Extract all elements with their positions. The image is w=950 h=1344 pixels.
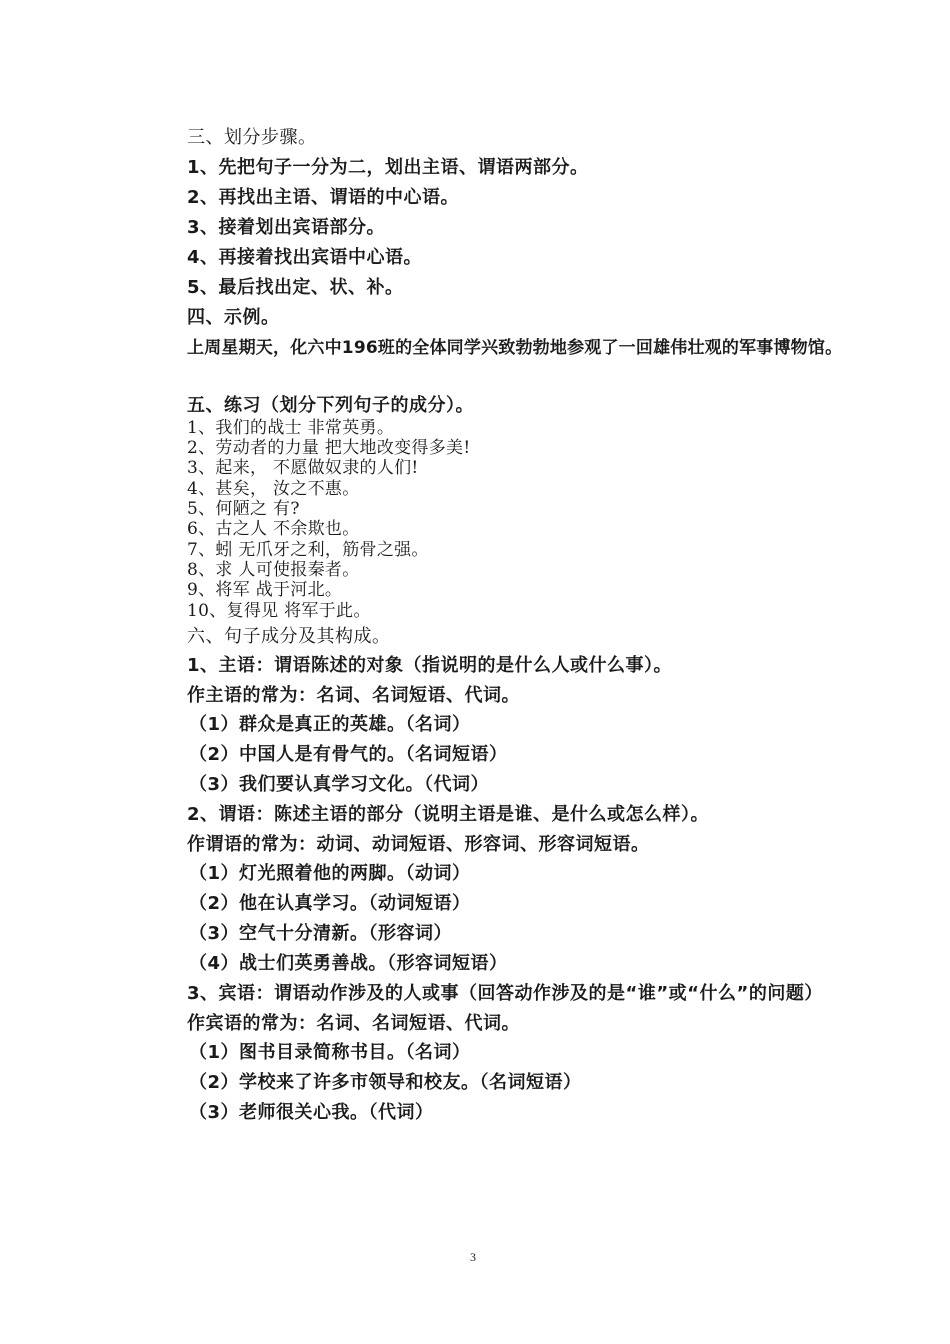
page-number: 3 [470, 1250, 476, 1264]
exercise-item: 5、何陋之 有? [187, 499, 300, 519]
subject-example: （1）群众是真正的英雄。（名词） [189, 714, 471, 735]
section4-heading: 四、示例。 [187, 307, 280, 328]
exercise-item: 9、将军 战于河北。 [187, 580, 343, 600]
subject-example: （3）我们要认真学习文化。（代词） [189, 774, 490, 795]
subject-example: （2）中国人是有骨气的。（名词短语） [189, 744, 508, 765]
example-sentence: 上周星期天，化六中196班的全体同学兴致勃勃地参观了一回雄伟壮观的军事博物馆。 [187, 338, 843, 358]
object-example: （3）老师很关心我。（代词） [189, 1102, 434, 1123]
step-item: 5、最后找出定、状、补。 [187, 277, 404, 298]
step-item: 2、再找出主语、谓语的中心语。 [187, 187, 460, 208]
object-title: 3、宾语：谓语动作涉及的人或事（回答动作涉及的是“谁”或“什么”的问题） [187, 983, 823, 1004]
section6-heading: 六、句子成分及其构成。 [187, 626, 391, 647]
section3-heading: 三、划分步骤。 [187, 127, 317, 148]
predicate-example: （3）空气十分清新。（形容词） [189, 923, 453, 944]
exercise-item: 10、复得见 将军于此。 [187, 601, 371, 621]
step-item: 4、再接着找出宾语中心语。 [187, 247, 423, 268]
subject-title: 1、主语：谓语陈述的对象（指说明的是什么人或什么事）。 [187, 655, 673, 676]
exercise-item: 8、求 人可使报秦者。 [187, 560, 360, 580]
exercise-item: 7、蚓 无爪牙之利，筋骨之强。 [187, 540, 429, 560]
predicate-title: 2、谓语：陈述主语的部分（说明主语是谁、是什么或怎么样）。 [187, 804, 710, 825]
exercise-item: 6、古之人 不余欺也。 [187, 519, 360, 539]
object-example: （1）图书目录简称书目。（名词） [189, 1042, 471, 1063]
predicate-example: （4）战士们英勇善战。（形容词短语） [189, 953, 508, 974]
predicate-example: （1）灯光照着他的两脚。（动词） [189, 863, 471, 884]
exercise-item: 3、起来， 不愿做奴隶的人们! [187, 458, 419, 478]
step-item: 1、先把句子一分为二，划出主语、谓语两部分。 [187, 157, 589, 178]
step-item: 3、接着划出宾语部分。 [187, 217, 386, 238]
subject-common: 作主语的常为：名词、名词短语、代词。 [187, 685, 520, 706]
predicate-common: 作谓语的常为：动词、动词短语、形容词、形容词短语。 [187, 834, 650, 855]
exercise-item: 1、我们的战士 非常英勇。 [187, 418, 395, 438]
predicate-example: （2）他在认真学习。（动词短语） [189, 893, 471, 914]
object-common: 作宾语的常为：名词、名词短语、代词。 [187, 1013, 520, 1034]
object-example: （2）学校来了许多市领导和校友。（名词短语） [189, 1072, 582, 1093]
exercise-item: 4、甚矣， 汝之不惠。 [187, 479, 360, 499]
exercise-item: 2、劳动者的力量 把大地改变得多美! [187, 438, 471, 458]
section5-heading: 五、练习（划分下列句子的成分）。 [187, 395, 474, 416]
